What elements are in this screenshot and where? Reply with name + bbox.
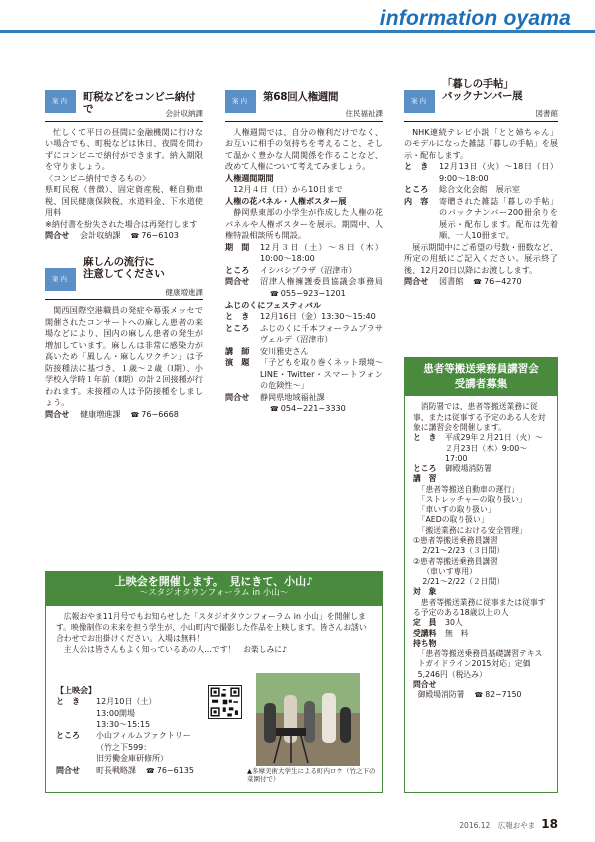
page-number: 18 <box>541 817 558 831</box>
contact-dept: 健康増進課 <box>80 408 121 419</box>
festival-time: と き 12月16日（金）13:30〜15:40 <box>225 311 376 322</box>
rights-dept: 住民福祉課 <box>345 109 383 119</box>
tax-body <box>45 122 203 242</box>
phone-number: ☎ 055−923−1201 <box>260 288 346 298</box>
library-title-line1: 「暮しの手帖」 <box>442 78 514 90</box>
phone-number: ☎ 76−6668 <box>120 409 178 419</box>
tax-title: 町税などをコンビニ納付で <box>83 91 196 116</box>
library-dept: 図書館 <box>535 109 558 119</box>
library-title-line2: バックナンバー展 <box>442 90 523 103</box>
measles-text: 関西国際空港職員の発症や幕張メッセで開催されたコンサートへの麻しん患者の来場などにより、国内の麻しん患者の発生が増加しています。麻しんは非常に感染力が高いため「風しん・麻しんワクチン」は予防接種法に基づき、１歳〜２歳（Ⅰ期）、小学校入学時１年前（Ⅱ期）の計２回接種が行われます。未接種の人は予防接種をしましょう。 <box>45 305 203 408</box>
patient-transport-body: 消防署では、患者等搬送業務に従事、または従事する予定のある人を対象に講習会を開催します。 と き 平成29年２月21日（火）〜２月23日（木）9:00〜17:00 ところ 御殿場消防署 講 習 「患者等搬送自動車の運行」 「ストレッチャーの取り扱い」 「車いすの取り扱い」 「AEDの取り扱い」 「搬送業務における安全管理」 ①患者等搬送乗務員講習 2/21〜2/23（３日間） ②患者等搬送乗務員講習 （車いす専用） 2/21〜2/22（２日間） 対 象 患者等搬送業務に従事または従事する予定のある18歳以上の人 定 員 30人 受講料 無 料 持ち物 「患者等搬送乗務員基礎講習テキストガイドライン2015対応」定価5,246円（税込み） 問合せ 御殿場消防署☎ 82−7150 <box>405 396 557 700</box>
tax-subhead: 〈コンビニ納付できるもの〉 <box>45 172 151 183</box>
festival-heading: ふじのくにフェスティバル <box>225 299 321 310</box>
rights-body <box>225 122 383 415</box>
screening-box <box>45 571 383 793</box>
library-content: 内 容 寄贈された雑誌「暮しの手帖」のバックナンバー200冊余りを展示・配布します。配布は先着順、一人10冊まで。 <box>404 195 558 241</box>
poster-heading: 人権の花パネル・人権ポスター展 <box>225 195 347 206</box>
notice-tag: 案内 <box>45 90 76 113</box>
tax-note: ※納付書を紛失された場合は再発行します <box>45 218 198 229</box>
library-title <box>442 78 522 102</box>
library-time: と き 12月13日（火）〜18日（日）9:00〜18:00 <box>404 161 558 183</box>
library-place: ところ 総合文化会館 展示室 <box>404 184 520 195</box>
tax-section-header <box>45 90 203 122</box>
contact-label: 問合せ <box>45 230 70 241</box>
poster-text: 静岡県東部の小学生が作成した人権の花パネルや人権ポスターを展示。期間中、人権特設相談所も開設。 <box>225 207 383 241</box>
period-heading: 人権週間期間 <box>225 172 274 183</box>
poster-contact: 問合せ 沼津人権擁護委員協議会事務局☎ 055−923−1201 <box>225 276 383 299</box>
rights-text: 人権週間では、自分の権利だけでなく、お互いに相手の気持ちを考えること、そして温かく豊かな人間関係を作ることなど、改めて人権について考えてみましょう。 <box>225 127 383 172</box>
measles-title <box>83 256 165 280</box>
page-header-title: information oyama <box>379 7 571 30</box>
header-rule <box>0 30 595 33</box>
tax-dept: 会計収納課 <box>165 109 203 119</box>
screening-title: 上映会を開催します。 見にきて、小山♪ <box>114 575 314 588</box>
rights-title: 第68回人権週間 <box>263 91 339 103</box>
measles-body <box>45 300 203 420</box>
contact-dept: 会計収納課 <box>80 230 121 241</box>
rights-section-header <box>225 90 383 122</box>
phone-number: ☎ 82−7150 <box>464 690 521 699</box>
phone-number: ☎ 76−6103 <box>120 230 178 240</box>
library-body <box>404 122 558 288</box>
tax-text: 忙しくて平日の昼間に金融機関に行けない場合でも、町税などは休日、夜間を問わずにコンビニで納付ができます。納入期限を守りましょう。 <box>45 127 203 172</box>
photo-caption: ▲多摩美術大学生による町内ロケ（竹之下の菜園付で） <box>247 767 376 784</box>
screening-text: 広報おやま11月号でもお知らせした「スタジオタウンフォーラム in 小山」を開催します。映像制作の未来を担う学生が、小山町内で撮影した作品を上映します。皆さんお誘い合わせでお出掛けください。入場は無料！ 主人公は皆さんもよく知っているあの人…です！ お楽しみに♪ <box>56 612 367 655</box>
measles-contact <box>45 409 203 421</box>
patient-transport-title: 患者等搬送乗務員講習会 受講者募集 <box>405 358 557 396</box>
poster-place: ところ イシバシプラザ（沼津市） <box>225 264 357 275</box>
phone-number: ☎ 76−6135 <box>136 766 194 775</box>
notice-tag: 案内 <box>45 268 76 291</box>
column-3 <box>404 78 558 288</box>
column-2 <box>225 90 383 415</box>
footer-text: 2016.12 広報おやま <box>459 821 536 830</box>
measles-dept: 健康増進課 <box>165 287 203 297</box>
tax-contact <box>45 230 203 242</box>
screening-subtitle: 〜スタジオタウンフォーラム in 小山〜 <box>139 588 289 599</box>
festival-lecturer: 講 師 安川雅史さん <box>225 345 309 356</box>
screening-header <box>46 572 382 606</box>
festival-topic: 演 題 「子どもを取り巻くネット環境〜LINE・Twitter・スマートフォンの危険性〜」 <box>225 357 383 391</box>
library-section-header <box>404 78 558 122</box>
measles-title-line1: 麻しんの流行に <box>83 256 155 269</box>
phone-number: ☎ 054−221−3330 <box>260 403 346 413</box>
measles-section-header <box>45 256 203 300</box>
location-shoot-photo <box>256 673 360 766</box>
contact-label: 問合せ <box>45 408 70 419</box>
page-footer <box>459 816 558 833</box>
library-contact: 問合せ 図書館☎ 76−4270 <box>404 276 558 288</box>
festival-contact: 問合せ 静岡県地域福祉課 ☎ 054−221−3330 <box>225 392 383 415</box>
festival-place: ところ ふじのくに千本フォーラムプラサヴェルデ（沼津市） <box>225 322 383 345</box>
notice-tag: 案内 <box>404 90 435 113</box>
notice-tag: 案内 <box>225 90 256 113</box>
period-text: 12月４日（日）から10日まで <box>233 184 343 195</box>
tax-items: 県町民税（普徴）、固定資産税、軽自動車税、国民健康保険税、水道料金、下水道使用料 <box>45 184 203 218</box>
measles-title-line2: 注意してください <box>83 268 165 281</box>
library-text-2: 展示期間中にご希望の号数・冊数など、所定の用紙にご記入ください。展示終了後、12月20日以降にお渡しします。 <box>404 241 558 275</box>
screening-details: 【上映会】 と き 12月10日（土） 13:00開場 13:30〜15:15 ところ 小山フィルムファクトリー （竹之下599： 旧労働金庫研修所） 問合せ 町長戦略課☎ 76−6135 <box>56 685 216 776</box>
library-text: NHK連続テレビ小説「とと姉ちゃん」のモデルになった雑誌「暮しの手帖」を展示・配布します。 <box>404 127 558 160</box>
poster-period: 期 間 12月３日（土）〜８日（木）10:00〜18:00 <box>225 241 383 264</box>
column-1 <box>45 90 203 421</box>
phone-number: ☎ 76−4270 <box>463 276 521 286</box>
patient-transport-box <box>404 357 558 793</box>
qr-code-icon[interactable] <box>208 685 242 719</box>
